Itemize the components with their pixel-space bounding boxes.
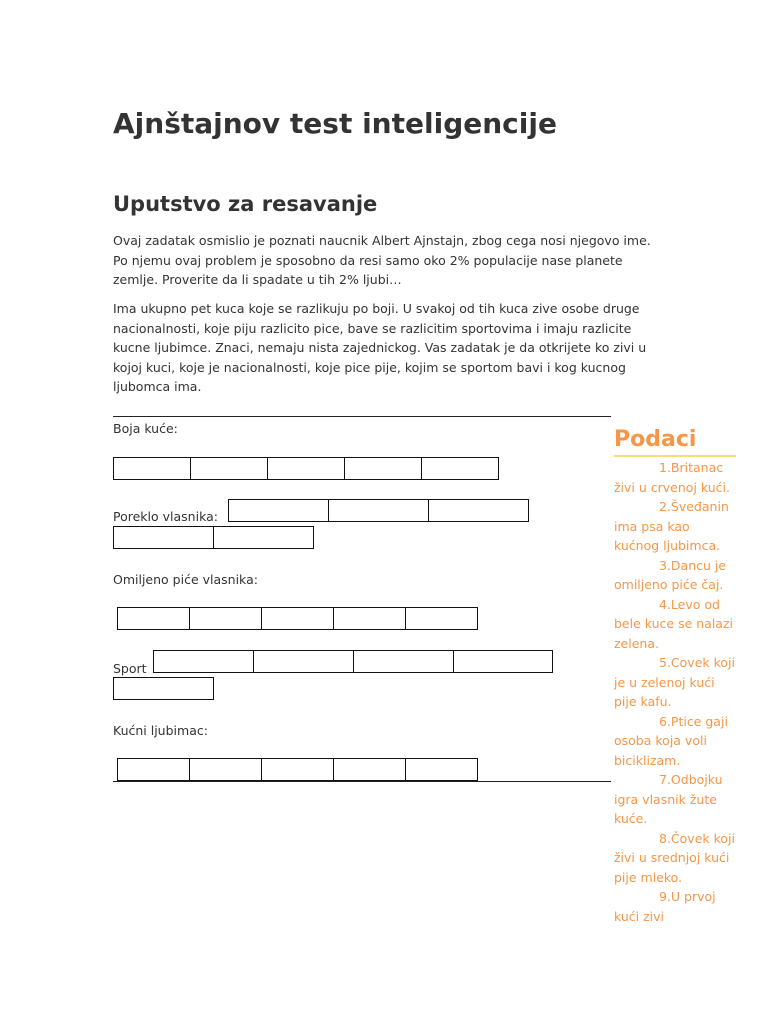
bottom-divider [113,781,611,782]
ljubimac-cell-1[interactable] [117,758,190,781]
ljubimac-cell-3[interactable] [261,758,334,781]
sport-cell-4[interactable] [453,650,553,673]
poreklo-cell-2[interactable] [328,499,429,522]
boja-kuce-row [113,457,498,480]
fact-item: 3.Dancu je omiljeno piće čaj. [614,557,727,592]
poreklo-cell-5[interactable] [213,526,314,549]
pice-cell-4[interactable] [333,607,406,630]
poreklo-row-2 [113,526,313,549]
sidebar-title: Podaci [614,427,697,452]
poreklo-cell-4[interactable] [113,526,214,549]
ljubimac-cell-4[interactable] [333,758,406,781]
boja-kuce-cell-4[interactable] [344,457,422,480]
rules-paragraph: Ima ukupno pet kuca koje se razlikuju po boji. U svakoj od tih kuca zive osobe druge nacionalnosti, koje piju razlicito pice, bave se razlicitim sportovima i imaju razlicite kucne ljubimce. Znaci, nemaju nista zajednickog. Vas zadatak je da otkrijete ko zivi u kojoj kuci, koje je nacionalnosti, koje pice pije, kojim se sportom bavi i kog kucnog ljubomca ima. [113,301,647,394]
ljubimac-cell-5[interactable] [405,758,478,781]
fact-item: 2.Šveđanin ima psa kao kućnog ljubimca. [614,499,729,553]
pice-cell-2[interactable] [189,607,262,630]
fact-item: 7.Odbojku igra vlasnik žute kuće. [614,772,723,826]
ljubimac-cell-2[interactable] [189,758,262,781]
poreklo-row-1 [228,499,528,522]
pice-row [117,607,477,630]
sport-cell-2[interactable] [253,650,354,673]
boja-kuce-cell-1[interactable] [113,457,191,480]
sport-row-1 [153,650,552,673]
poreklo-cell-1[interactable] [228,499,329,522]
fact-item: 8.Čovek koji živi u srednjoj kući pije mleko. [614,830,735,885]
fact-item: 9.U prvoj kući zivi [614,889,716,924]
boja-kuce-cell-5[interactable] [421,457,499,480]
sport-cell-5[interactable] [113,677,214,700]
sidebar-facts [614,458,738,926]
top-divider [113,416,611,417]
label-sport: Sport [113,661,147,676]
intro-paragraph: Ovaj zadatak osmislio je poznati naucnik Albert Ajnstajn, zbog cega nosi njegovo ime. Po njemu ovaj problem je sposobno da resi samo oko 2% populacije nase planete zemlje. Proverite da li spadate u tih 2% ljubi… [113,233,651,287]
sport-cell-1[interactable] [153,650,254,673]
boja-kuce-cell-3[interactable] [267,457,345,480]
sidebar-title-underline [614,455,736,457]
section-title: Uputstvo za resavanje [113,192,378,216]
fact-item: 6.Ptice gaji osoba koja voli biciklizam. [614,713,728,768]
fact-item: 5.Covek koji je u zelenoj kući pije kafu. [614,655,735,709]
pice-cell-1[interactable] [117,607,190,630]
pice-cell-3[interactable] [261,607,334,630]
poreklo-cell-3[interactable] [428,499,529,522]
fact-item: 1.Britanac živi u crvenoj kući. [614,460,730,495]
page-title: Ajnštajnov test inteligencije [113,107,557,140]
label-omiljeno-pice: Omiljeno piće vlasnika: [113,572,258,587]
fact-item: 4.Levo od bele kuce se nalazi zelena. [614,596,734,651]
ljubimac-row [117,758,477,781]
pice-cell-5[interactable] [405,607,478,630]
boja-kuce-cell-2[interactable] [190,457,268,480]
sport-cell-3[interactable] [353,650,454,673]
label-kucni-ljubimac: Kućni ljubimac: [113,723,208,738]
label-boja-kuce: Boja kuće: [113,421,178,436]
label-poreklo-vlasnika: Poreklo vlasnika: [113,509,218,524]
sport-row-2 [113,677,213,700]
